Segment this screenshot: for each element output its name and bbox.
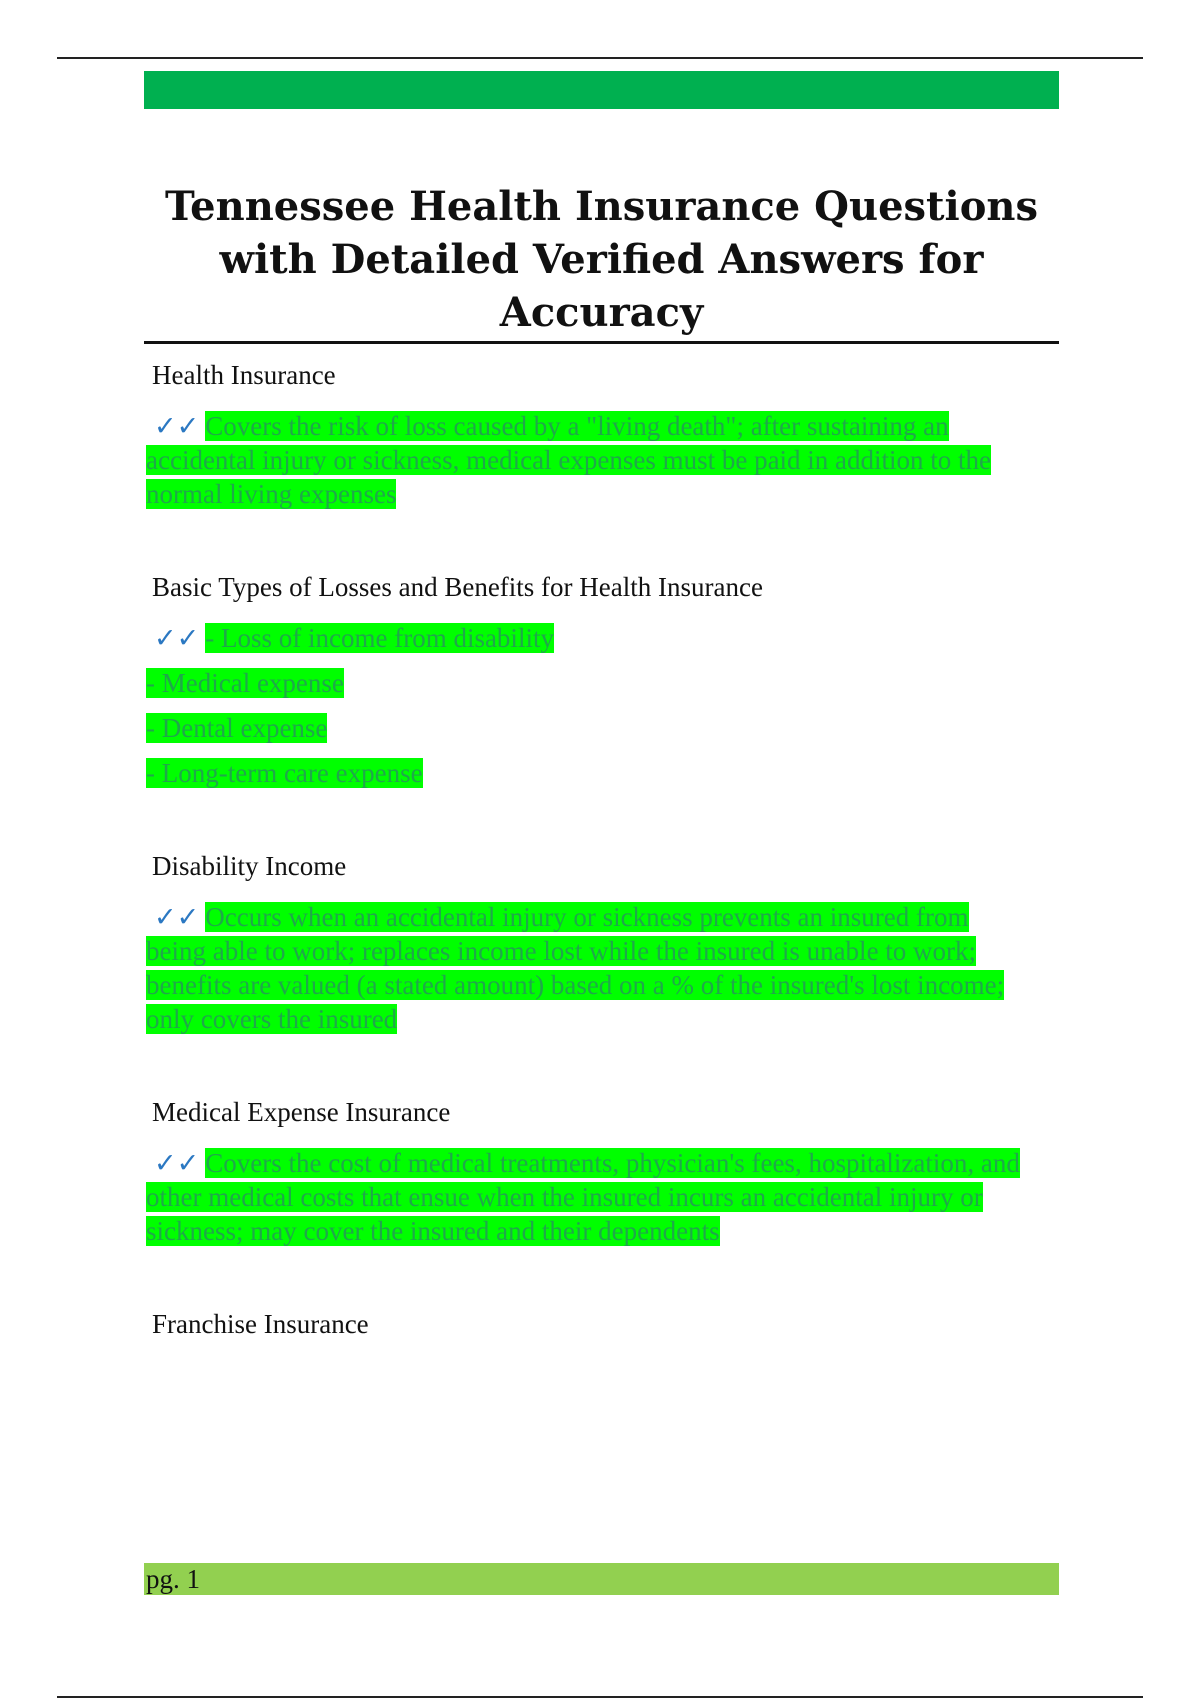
question: Health Insurance	[152, 360, 336, 390]
question: Medical Expense Insurance	[152, 1097, 451, 1127]
check-icon: ✓✓	[154, 902, 200, 932]
bottom-rule	[57, 1696, 1143, 1698]
qa-item	[146, 567, 1026, 790]
qa-item	[146, 1304, 1026, 1344]
list-item	[146, 756, 1026, 790]
answer-text: Covers the cost of medical treatments, physician's fees, hospitalization, and other medical costs that ensue when the insured incurs an accidental injury or sickness; may cover the insured and their dependents	[146, 1148, 1020, 1246]
check-icon: ✓✓	[154, 1148, 200, 1178]
answer-text: - Long-term care expense	[146, 758, 423, 788]
answer-text: - Medical expense	[146, 668, 344, 698]
answer-text: Occurs when an accidental injury or sickness prevents an insured from being able to work; replaces income lost while the insured is unable to work; benefits are valued (a stated amount) based on a % of the insured's lost income; only covers the insured	[146, 902, 1005, 1034]
answer-list	[146, 621, 1026, 790]
list-item	[146, 711, 1026, 745]
answer-text: - Dental expense	[146, 713, 328, 743]
answer-text: Covers the risk of loss caused by a "living death"; after sustaining an accidental injury or sickness, medical expenses must be paid in addition to the normal living expenses	[146, 411, 992, 509]
page-number: pg. 1	[146, 1564, 200, 1594]
answer	[146, 409, 1026, 511]
qa-content	[146, 355, 1026, 1358]
qa-item	[146, 355, 1026, 511]
list-item	[146, 666, 1026, 700]
qa-item	[146, 1092, 1026, 1248]
answer	[146, 900, 1026, 1036]
list-item	[146, 621, 1026, 655]
top-rule	[57, 57, 1143, 59]
check-icon: ✓✓	[154, 623, 200, 653]
check-icon: ✓✓	[154, 411, 200, 441]
answer-text: - Loss of income from disability	[205, 623, 554, 653]
footer-band	[144, 1563, 1059, 1595]
question: Franchise Insurance	[152, 1309, 369, 1339]
answer	[146, 1146, 1026, 1248]
question: Disability Income	[152, 851, 347, 881]
title-underline	[144, 341, 1059, 344]
question: Basic Types of Losses and Benefits for Health Insurance	[152, 572, 763, 602]
document-title: Tennessee Health Insurance Questions with Detailed Verified Answers for Accuracy	[165, 183, 1038, 336]
qa-item	[146, 846, 1026, 1036]
header-band	[144, 71, 1059, 109]
